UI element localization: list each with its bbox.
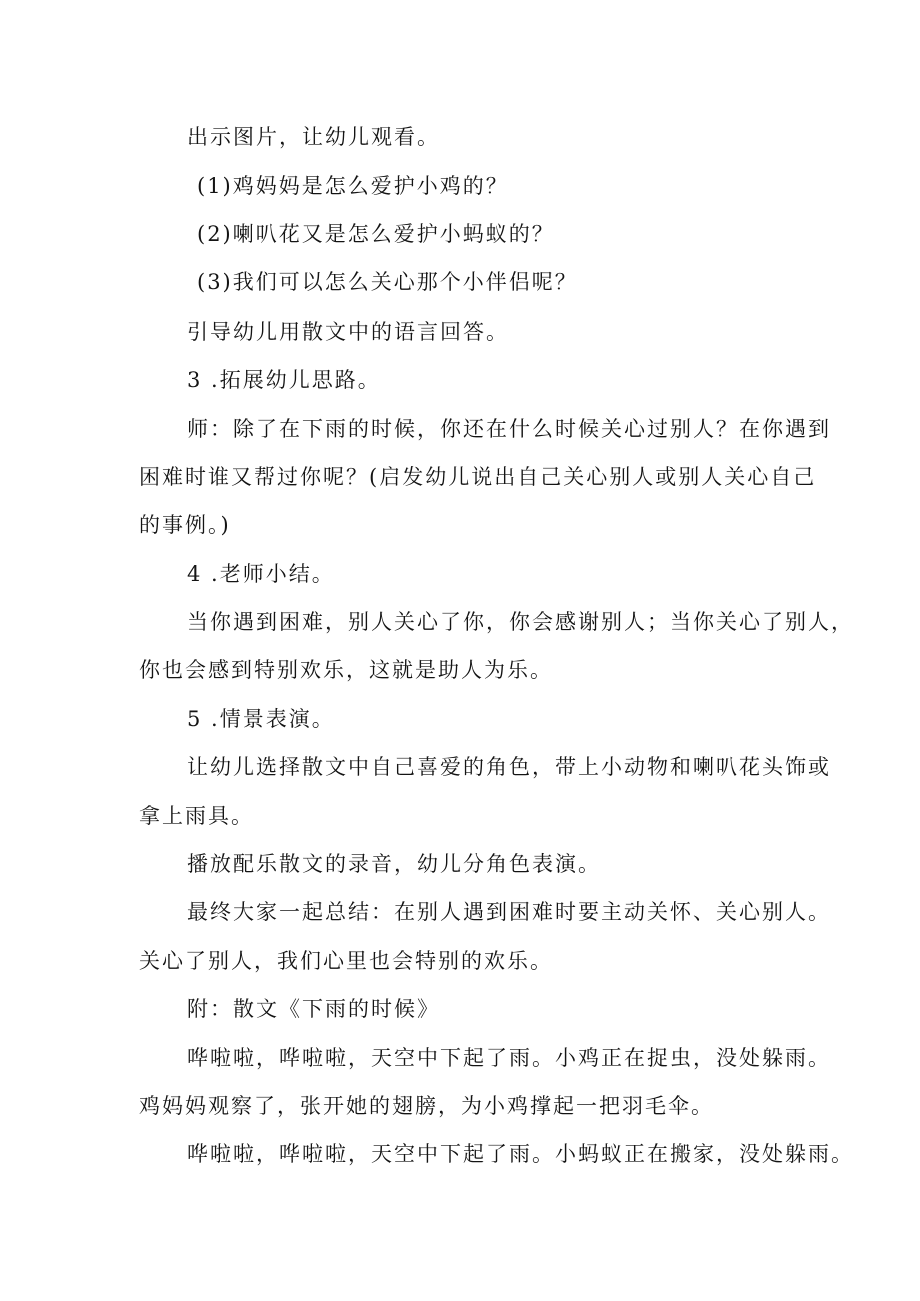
text-line: 引导幼儿用散文中的语言回答。 [187,320,509,344]
text-line: 当你遇到困难，别人关心了你，你会感谢别人；当你关心了别人， [187,610,854,634]
section-heading: 5 .情景表演。 [187,707,335,731]
text-line: 困难时谁又帮过你呢？(启发幼儿说出自己关心别人或别人关心自己 [139,465,817,489]
text-line: 哗啦啦，哗啦啦，天空中下起了雨。小鸡正在捉虫，没处躲雨。 [187,1046,831,1070]
text-line: 出示图片，让幼儿观看。 [187,125,440,149]
text-line: 拿上雨具。 [139,804,254,828]
text-line: 播放配乐散文的录音，幼儿分角色表演。 [187,852,601,876]
text-line: 你也会感到特别欢乐，这就是助人为乐。 [139,658,553,682]
section-heading: 3 .拓展幼儿思路。 [187,368,381,392]
appendix-title: 附：散文《下雨的时候》 [187,997,440,1021]
text-line: 哗啦啦，哗啦啦，天空中下起了雨。小蚂蚁正在搬家，没处躲雨。 [187,1142,854,1166]
question-item: (1)鸡妈妈是怎么爱护小鸡的？ [197,174,509,198]
text-line: 鸡妈妈观察了，张开她的翅膀，为小鸡撑起一把羽毛伞。 [139,1094,714,1118]
text-line: 师：除了在下雨的时候，你还在什么时候关心过别人？在你遇到 [187,417,831,441]
section-heading: 4 .老师小结。 [187,562,335,586]
question-item: (2)喇叭花又是怎么爱护小蚂蚁的？ [197,222,555,246]
question-item: (3)我们可以怎么关心那个小伴侣呢？ [197,270,578,294]
text-line: 的事例。) [139,513,231,537]
text-line: 关心了别人，我们心里也会特别的欢乐。 [139,949,553,973]
text-line: 最终大家一起总结：在别人遇到困难时要主动关怀、关心别人。 [187,900,831,924]
text-line: 让幼儿选择散文中自己喜爱的角色，带上小动物和喇叭花头饰或 [187,755,831,779]
